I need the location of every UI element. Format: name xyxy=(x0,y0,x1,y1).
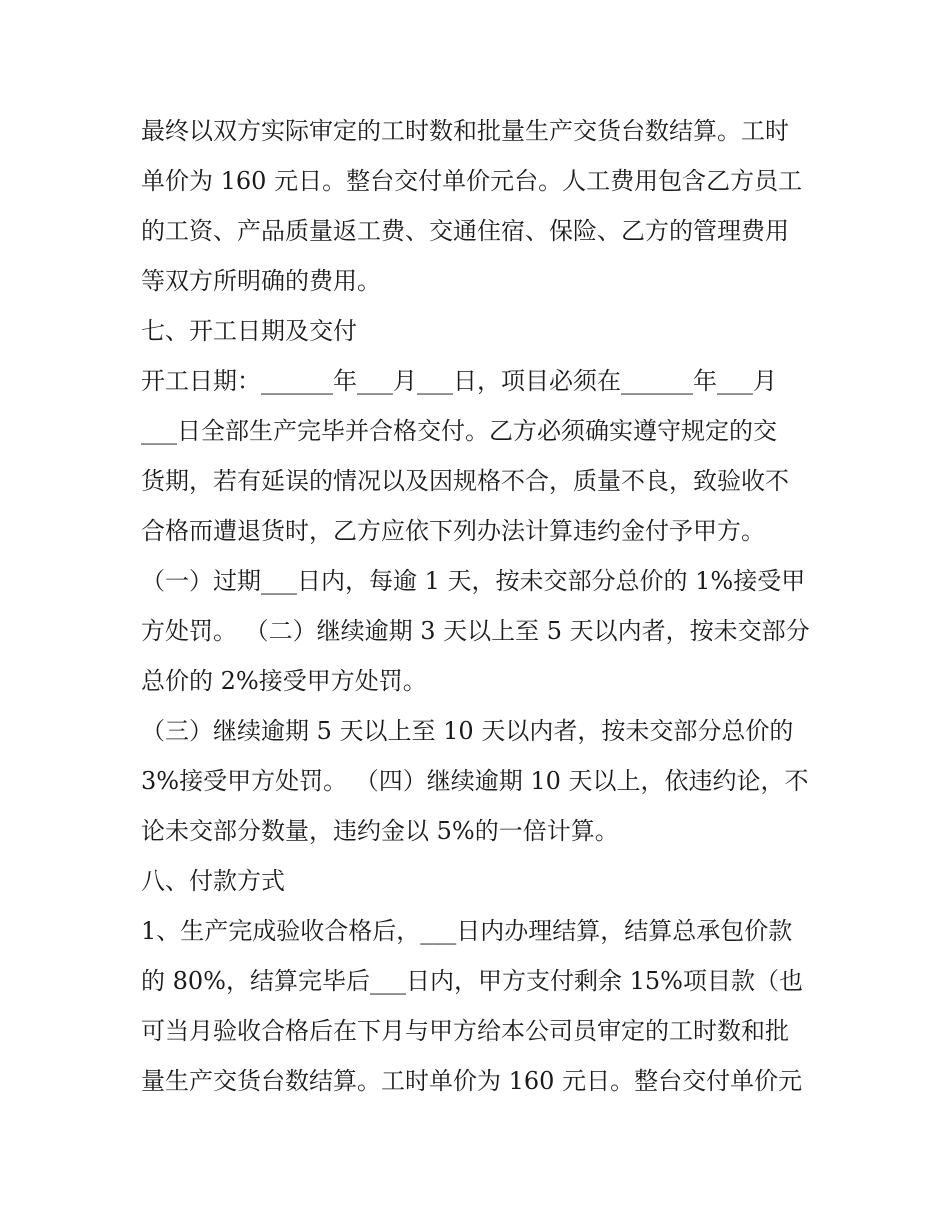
text-line: 最终以双方实际审定的工时数和批量生产交货台数结算。工时 xyxy=(141,117,789,145)
text-line: 开工日期：______年___月___日，项目必须在______年___月 xyxy=(141,367,777,395)
text-line: （三）继续逾期 5 天以上至 10 天以内者，按未交部分总价的 xyxy=(141,717,794,745)
text-line: （一）过期___日内，每逾 1 天，按未交部分总价的 1%接受甲 xyxy=(141,567,806,595)
text-line: 方处罚。 （二）继续逾期 3 天以上至 5 天以内者，按未交部分 xyxy=(141,617,810,645)
text-line: 1、生产完成验收合格后，___日内办理结算，结算总承包价款 xyxy=(141,917,793,945)
text-line: 量生产交货台数结算。工时单价为 160 元日。整台交付单价元 xyxy=(141,1067,803,1095)
text-line: 的 80%，结算完毕后___日内，甲方支付剩余 15%项目款（也 xyxy=(141,967,803,995)
text-line: 单价为 160 元日。整台交付单价元台。人工费用包含乙方员工 xyxy=(141,167,803,195)
text-line: 论未交部分数量，违约金以 5%的一倍计算。 xyxy=(141,817,619,845)
text-line: ___日全部生产完毕并合格交付。乙方必须确实遵守规定的交 xyxy=(141,417,777,445)
document-body xyxy=(141,106,821,1106)
section-heading: 八、付款方式 xyxy=(141,867,285,895)
text-line: 的工资、产品质量返工费、交通住宿、保险、乙方的管理费用 xyxy=(141,217,789,245)
text-line: 总价的 2%接受甲方处罚。 xyxy=(141,667,427,695)
text-line: 合格而遭退货时，乙方应依下列办法计算违约金付予甲方。 xyxy=(141,517,765,545)
text-line: 可当月验收合格后在下月与甲方给本公司员审定的工时数和批 xyxy=(141,1017,789,1045)
text-line: 等双方所明确的费用。 xyxy=(141,267,381,295)
text-line: 货期，若有延误的情况以及因规格不合，质量不良，致验收不 xyxy=(141,467,789,495)
section-heading: 七、开工日期及交付 xyxy=(141,317,357,345)
text-line: 3%接受甲方处罚。 （四）继续逾期 10 天以上，依违约论，不 xyxy=(141,767,809,795)
